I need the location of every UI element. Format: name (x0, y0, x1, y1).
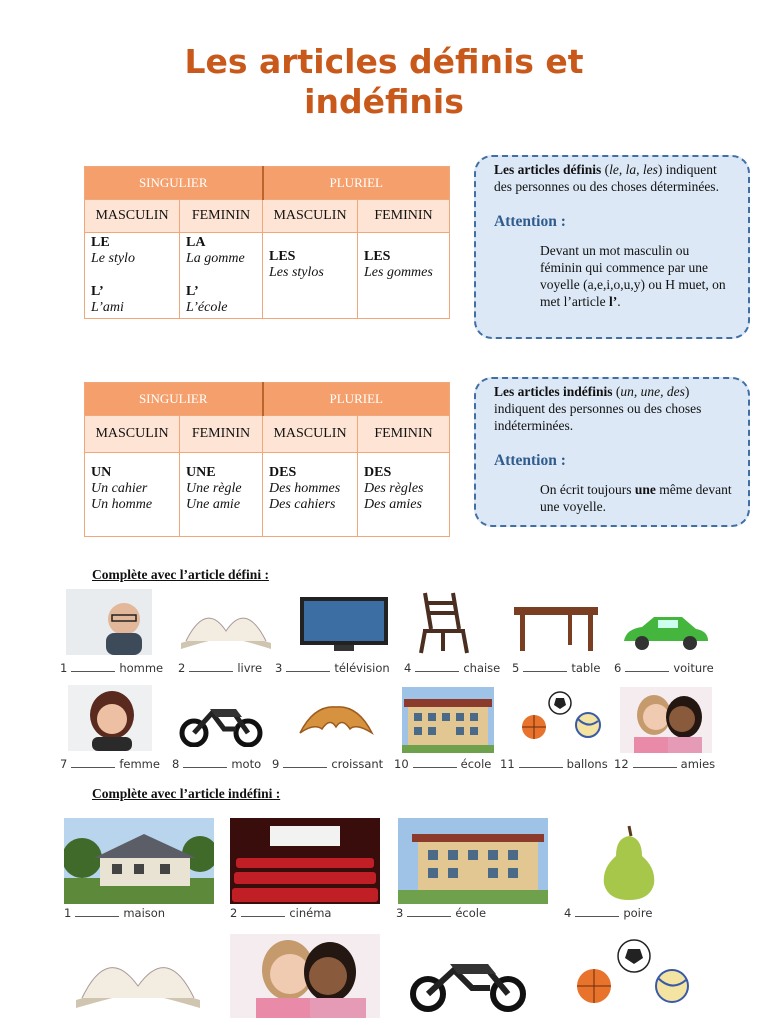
answer-blank[interactable] (241, 906, 285, 917)
header-pluriel: PLURIEL (263, 167, 450, 200)
man-picture (66, 589, 152, 655)
answer-blank[interactable] (71, 757, 115, 768)
exercise2-area (48, 808, 714, 1024)
car-picture (620, 613, 712, 653)
attention-heading: Attention : (494, 452, 566, 469)
exercise2-heading: Complète avec l’article indéfini : (92, 786, 281, 801)
television-picture (298, 595, 390, 653)
page-title: Les articles définis et indéfinis (184, 42, 584, 121)
item-7: 7 femme (60, 757, 160, 771)
answer-blank[interactable] (183, 757, 227, 768)
house-picture (64, 818, 214, 904)
cell-masc-sing: UN Un cahier Un homme (85, 453, 180, 537)
book-picture (176, 591, 276, 653)
answer-blank[interactable] (71, 661, 115, 672)
answer-blank[interactable] (575, 906, 619, 917)
cell-fem-plur: LES Les gommes (358, 233, 450, 319)
chair-picture (413, 589, 473, 655)
answer-blank[interactable] (75, 906, 119, 917)
answer-blank[interactable] (286, 661, 330, 672)
school-picture (402, 687, 494, 753)
table-picture (510, 603, 602, 655)
item-8: 8 moto (172, 757, 262, 771)
item-10: 10 école (394, 757, 492, 771)
attention-heading: Attention : (494, 213, 566, 230)
item-3: 3 télévision (275, 661, 390, 675)
item-5: 5 table (512, 661, 601, 675)
answer-blank[interactable] (633, 757, 677, 768)
motorbike-picture (176, 699, 266, 747)
col-feminin: FEMININ (180, 416, 263, 453)
exercise1-heading: Complète avec l’article défini : (92, 567, 269, 582)
col-masculin: MASCULIN (85, 200, 180, 233)
item-ex2-4: 4 poire (564, 906, 653, 920)
item-9: 9 croissant (272, 757, 384, 771)
item-11: 11 ballons (500, 757, 608, 771)
cell-masc-plur: DES Des hommes Des cahiers (263, 453, 358, 537)
answer-blank[interactable] (523, 661, 567, 672)
item-2: 2 livre (178, 661, 263, 675)
cell-masc-plur: LES Les stylos (263, 233, 358, 319)
croissant-picture (294, 699, 378, 745)
cell-fem-plur: DES Des règles Des amies (358, 453, 450, 537)
item-4: 4 chaise (404, 661, 501, 675)
cell-fem-sing: LA La gomme L’ L’école (180, 233, 263, 319)
item-12: 12 amies (614, 757, 716, 771)
col-masculin-plural: MASCULIN (263, 416, 358, 453)
col-feminin-plural: FEMININ (358, 416, 450, 453)
col-feminin-plural: FEMININ (358, 200, 450, 233)
answer-blank[interactable] (413, 757, 457, 768)
item-1: 1 homme (60, 661, 164, 675)
woman-picture (68, 685, 152, 751)
answer-blank[interactable] (189, 661, 233, 672)
friends-picture (230, 934, 380, 1018)
col-masculin-plural: MASCULIN (263, 200, 358, 233)
item-6: 6 voiture (614, 661, 714, 675)
cell-masc-sing: LE Le stylo L’ L’ami (85, 233, 180, 319)
balls-picture (518, 689, 604, 745)
item-ex2-3: 3 école (396, 906, 487, 920)
indefinite-articles-note: Les articles indéfinis (un, une, des) indiquent des personnes ou des choses indéterminées. Attention : On écrit toujours une même devant une voyelle. (474, 377, 750, 527)
answer-blank[interactable] (625, 661, 669, 672)
pear-picture (594, 822, 664, 902)
answer-blank[interactable] (415, 661, 459, 672)
answer-blank[interactable] (519, 757, 563, 768)
indefinite-articles-table (84, 382, 450, 537)
header-singulier: SINGULIER (85, 383, 263, 416)
header-pluriel: PLURIEL (263, 383, 450, 416)
header-singulier: SINGULIER (85, 167, 263, 200)
motorbike-picture (404, 954, 534, 1012)
exercise1-area (48, 585, 714, 780)
answer-blank[interactable] (283, 757, 327, 768)
balls-picture (568, 936, 698, 1008)
book-picture (68, 936, 208, 1016)
item-ex2-2: 2 cinéma (230, 906, 332, 920)
cinema-picture (230, 818, 380, 904)
item-ex2-1: 1 maison (64, 906, 166, 920)
definite-articles-table (84, 166, 450, 319)
col-feminin: FEMININ (180, 200, 263, 233)
friends-picture (620, 687, 712, 753)
school-picture (398, 818, 548, 904)
definite-articles-note: Les articles définis (le, la, les) indiquent des personnes ou des choses déterminées. Attention : Devant un mot masculin ou féminin qui commence par une voyelle (a,e,i,o,u,y) ou H muet, on met l’article l’. (474, 155, 750, 339)
col-masculin: MASCULIN (85, 416, 180, 453)
answer-blank[interactable] (407, 906, 451, 917)
cell-fem-sing: UNE Une règle Une amie (180, 453, 263, 537)
